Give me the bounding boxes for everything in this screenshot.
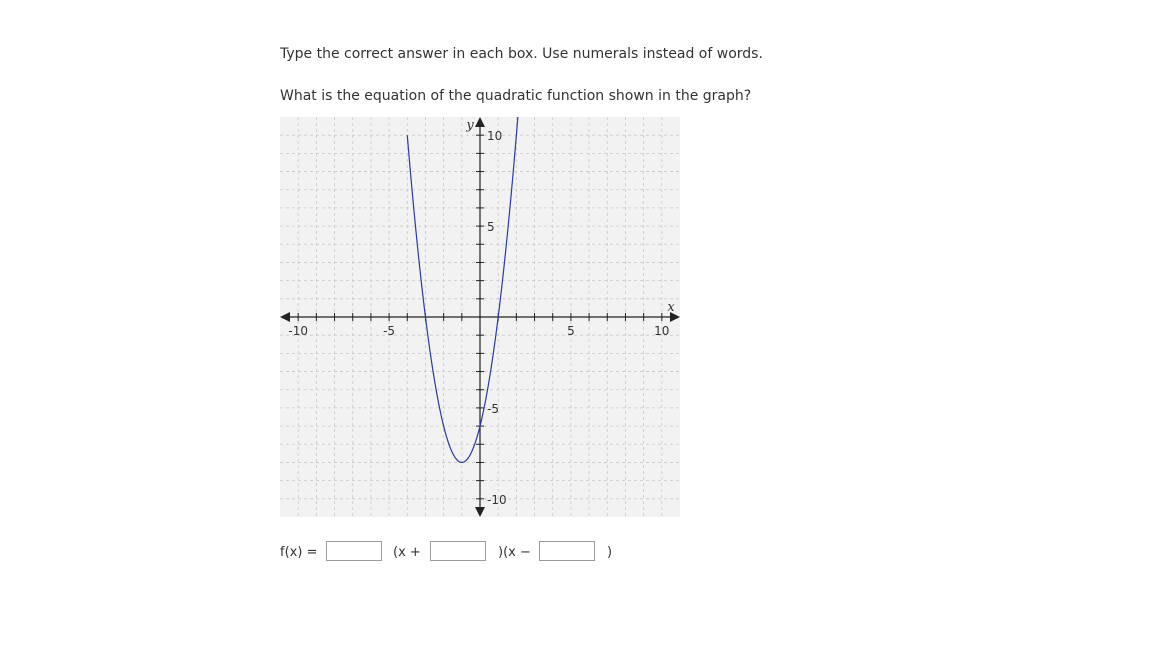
- y-tick-label: 10: [487, 129, 503, 144]
- fx-label: f(x) =: [280, 545, 318, 560]
- answer-row: [280, 541, 700, 565]
- factor1-label: (x +: [393, 545, 421, 560]
- x-tick-label: 5: [567, 324, 575, 338]
- first-root-input[interactable]: [430, 541, 486, 561]
- x-tick-label: -10: [288, 324, 308, 338]
- y-tick-label: -10: [487, 492, 507, 507]
- quadratic-graph: [280, 117, 680, 517]
- second-root-input[interactable]: [539, 541, 595, 561]
- y-tick-label: 5: [487, 220, 495, 235]
- y-tick-label: -5: [487, 401, 499, 416]
- close-paren-label: ): [607, 545, 613, 560]
- coefficient-input[interactable]: [326, 541, 382, 561]
- factor2-label: )(x −: [498, 545, 531, 560]
- x-tick-label: 10: [654, 324, 670, 338]
- x-axis-label: x: [667, 300, 675, 315]
- instruction-text: Type the correct answer in each box. Use numerals instead of words.: [280, 46, 763, 62]
- question-text: What is the equation of the quadratic function shown in the graph?: [280, 88, 752, 104]
- y-axis-label: y: [466, 118, 474, 133]
- x-tick-label: -5: [383, 324, 396, 338]
